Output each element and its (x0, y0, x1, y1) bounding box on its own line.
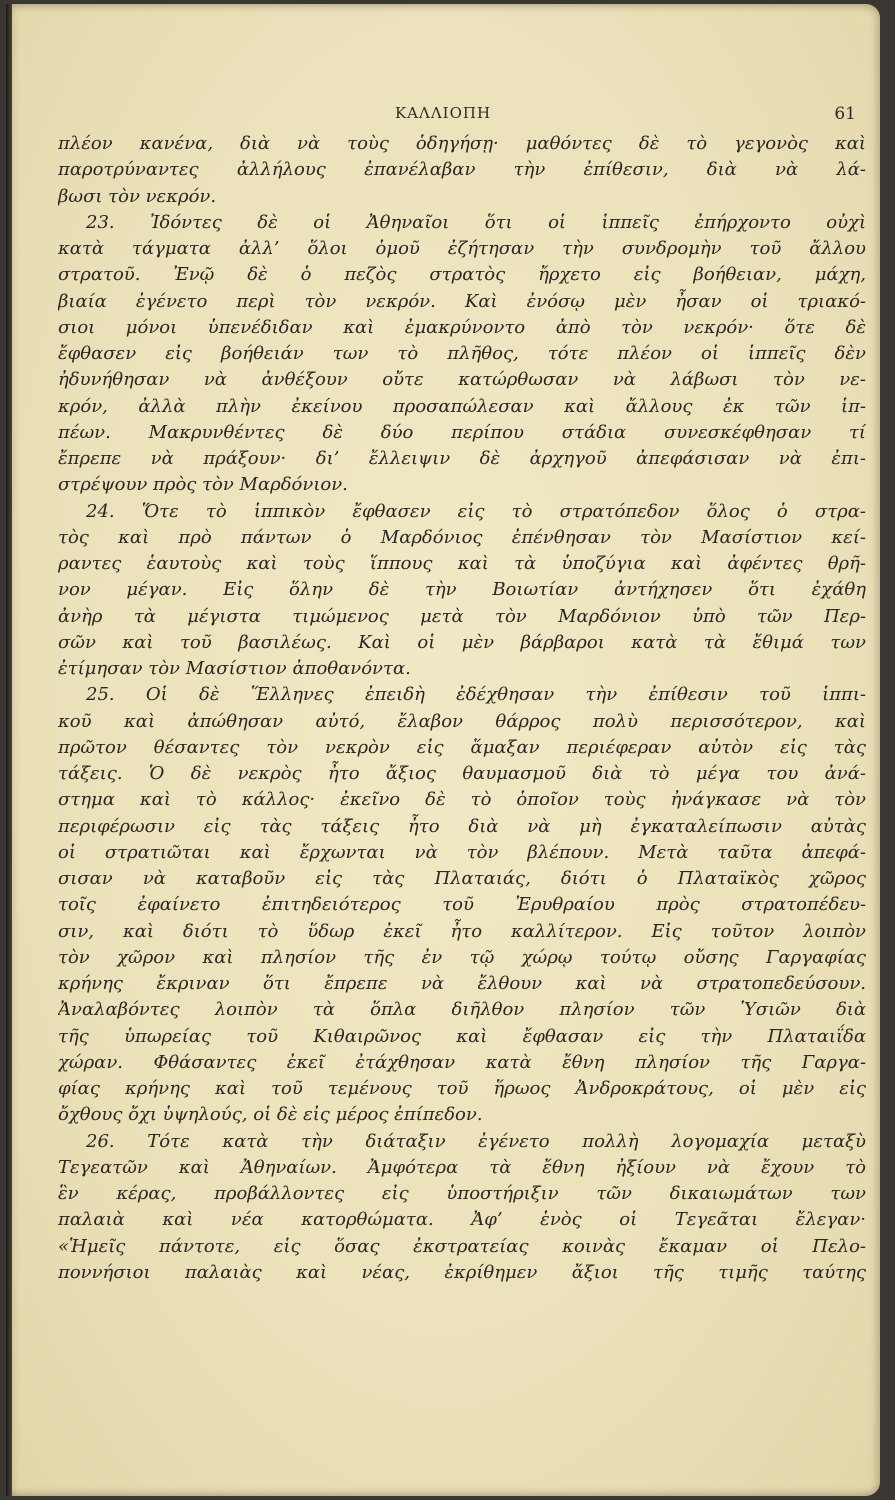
text-line: Τεγεατῶν καὶ Ἀθηναίων. Ἀμφότερα τὰ ἔθνη ἠξίουν νὰ ἔχουν τὸ (58, 1156, 866, 1178)
text-line: 23. Ἰδόντες δὲ οἱ Ἀθηναῖοι ὅτι οἱ ἱππεῖς ἐπήρχοντο οὐχὶ (86, 211, 866, 233)
text-line: τάξεις. Ὁ δὲ νεκρὸς ἦτο ἄξιος θαυμασμοῦ διὰ τὸ μέγα του ἀνά- (58, 763, 866, 784)
text-line: ἔφθασεν εἰς βοήθειάν των τὸ πλῆθος, τότε πλέον οἱ ἱππεῖς δὲν (58, 343, 866, 364)
text-line: τοῖς ἐφαίνετο ἐπιτηδειότερος τοῦ Ἐρυθραίου πρὸς στρατοπέδευ- (58, 894, 866, 916)
text-line: σιοι μόνοι ὑπενέδιδαν καὶ ἐμακρύνοντο ἀπὸ τὸν νεκρόν· ὅτε δὲ (58, 316, 866, 338)
book-spine-edge (6, 4, 12, 1496)
text-line: πέων. Μακρυνθέντες δὲ δύο περίπου στάδια συνεσκέφθησαν τί (58, 421, 866, 443)
text-line: ἐτίμησαν τὸν Μασίστιον ἀποθανόντα. (58, 658, 411, 679)
text-line: κρόν, ἀλλὰ πλὴν ἐκείνου προσαπώλεσαν καὶ ἄλλους ἐκ τῶν ἱπ- (58, 395, 866, 417)
text-line: «Ἡμεῖς πάντοτε, εἰς ὅσας ἐκστρατείας κοινὰς ἔκαμαν οἱ Πελο- (58, 1235, 866, 1257)
text-line: οἱ στρατιῶται καὶ ἔρχωνται νὰ τὸν βλέπουν. Μετὰ ταῦτα ἀπεφά- (58, 841, 866, 863)
text-line: κρήνης ἔκριναν ὅτι ἔπρεπε νὰ ἔλθουν καὶ νὰ στρατοπεδεύσουν. (58, 973, 866, 994)
text-line: 24. Ὅτε τὸ ἱππικὸν ἔφθασεν εἰς τὸ στρατόπεδον ὅλος ὁ στρα- (86, 500, 866, 522)
text-line: χώραν. Φθάσαντες ἐκεῖ ἐτάχθησαν κατὰ ἔθνη πλησίον τῆς Γαργα- (58, 1051, 866, 1073)
text-line: ραντες ἑαυτοὺς καὶ τοὺς ἵππους καὶ τὰ ὑποζύγια καὶ ἀφέντες θρῆ- (58, 553, 866, 574)
text-line: ἔπρεπε νὰ πράξουν· δι’ ἔλλειψιν δὲ ἀρχηγοῦ ἀπεφάσισαν νὰ ἐπι- (58, 448, 866, 469)
text-line: τῆς ὑπωρείας τοῦ Κιθαιρῶνος καὶ ἔφθασαν εἰς τὴν Πλαταιΐδα (58, 1025, 866, 1047)
text-line: στρέψουν πρὸς τὸν Μαρδόνιον. (58, 474, 348, 496)
page-number: 61 (834, 104, 856, 124)
text-line: ὄχθους ὄχι ὑψηλούς, οἱ δὲ εἰς μέρος ἐπίπεδον. (58, 1104, 483, 1126)
text-line: τὸς καὶ πρὸ πάντων ὁ Μαρδόνιος ἐπένθησαν τὸν Μασίστιον κεί- (58, 526, 866, 548)
text-line: πρῶτον θέσαντες τὸν νεκρὸν εἰς ἅμαξαν περιέφεραν αὐτὸν εἰς τὰς (58, 736, 866, 758)
text-line: βωσι τὸν νεκρόν. (58, 185, 217, 207)
text-line: σῶν καὶ τοῦ βασιλέως. Καὶ οἱ μὲν βάρβαροι κατὰ τὰ ἔθιμά των (58, 631, 866, 653)
text-line: κατὰ τάγματα ἀλλ’ ὅλοι ὁμοῦ ἐζήτησαν τὴν συνδρομὴν τοῦ ἄλλου (58, 238, 866, 259)
text-line: στρατοῦ. Ἐνῷ δὲ ὁ πεζὸς στρατὸς ἤρχετο εἰς βοήθειαν, μάχη, (58, 264, 866, 286)
text-line: ἓν κέρας, προβάλλοντες εἰς ὑποστήριξιν τῶν δικαιωμάτων των (58, 1183, 866, 1204)
text-line: περιφέρωσιν εἰς τὰς τάξεις ἦτο διὰ νὰ μὴ ἐγκαταλείπωσιν αὐτὰς (58, 815, 866, 837)
text-line: νον μέγαν. Εἰς ὅλην δὲ τὴν Βοιωτίαν ἀντήχησεν ὅτι ἐχάθη (58, 579, 866, 601)
text-line: 26. Τότε κατὰ τὴν διάταξιν ἐγένετο πολλὴ λογομαχία μεταξὺ (86, 1130, 866, 1152)
text-line: φίας κρήνης καὶ τοῦ τεμένους τοῦ ἥρωος Ἀνδροκράτους, οἱ μὲν εἰς (58, 1078, 866, 1099)
text-line: ἠδυνήθησαν νὰ ἀνθέξουν οὔτε κατώρθωσαν νὰ λάβωσι τὸν νε- (58, 369, 866, 391)
text-line: ἀνὴρ τὰ μέγιστα τιμώμενος μετὰ τὸν Μαρδόνιον ὑπὸ τῶν Περ- (58, 605, 866, 627)
text-line: βιαία ἐγένετο περὶ τὸν νεκρόν. Καὶ ἐνόσῳ μὲν ἦσαν οἱ τριακό- (58, 290, 866, 312)
running-header-title: ΚΑΛΛΙΟΠΗ (394, 104, 492, 122)
book-page (6, 4, 880, 1496)
text-line: σιν, καὶ διότι τὸ ὕδωρ ἐκεῖ ἦτο καλλίτερον. Εἰς τοῦτον λοιπὸν (58, 920, 866, 942)
text-line: πλέον κανένα, διὰ νὰ τοὺς ὁδηγήσῃ· μαθόντες δὲ τὸ γεγονὸς καὶ (58, 133, 866, 154)
text-line: παλαιὰ καὶ νέα κατορθώματα. Ἀφ’ ἑνὸς οἱ Τεγεᾶται ἔλεγαν· (58, 1209, 866, 1231)
text-line: ποννήσιοι παλαιὰς καὶ νέας, ἐκρίθημεν ἄξιοι τῆς τιμῆς ταύτης (58, 1261, 866, 1283)
body-text (58, 131, 866, 1286)
text-line: παροτρύναντες ἀλλήλους ἐπανέλαβαν τὴν ἐπίθεσιν, διὰ νὰ λά- (58, 159, 866, 181)
text-line: σισαν νὰ καταβοῦν εἰς τὰς Πλαταιάς, διότι ὁ Πλαταϊκὸς χῶρος (58, 868, 866, 889)
text-line: κοῦ καὶ ἀπώθησαν αὐτό, ἔλαβον θάρρος πολὺ περισσότερον, καὶ (58, 710, 866, 732)
text-line: τὸν χῶρον καὶ πλησίον τῆς ἐν τῷ χώρῳ τούτῳ οὔσης Γαργαφίας (58, 946, 866, 968)
text-line: στημα καὶ τὸ κάλλος· ἐκεῖνο δὲ τὸ ὁποῖον τοὺς ἠνάγκασε νὰ τὸν (58, 789, 866, 811)
text-line: Ἀναλαβόντες λοιπὸν τὰ ὅπλα διῆλθον πλησίον τῶν Ὑσιῶν διὰ (58, 999, 866, 1021)
text-line: 25. Οἱ δὲ Ἕλληνες ἐπειδὴ ἐδέχθησαν τὴν ἐπίθεσιν τοῦ ἱππι- (86, 684, 866, 706)
